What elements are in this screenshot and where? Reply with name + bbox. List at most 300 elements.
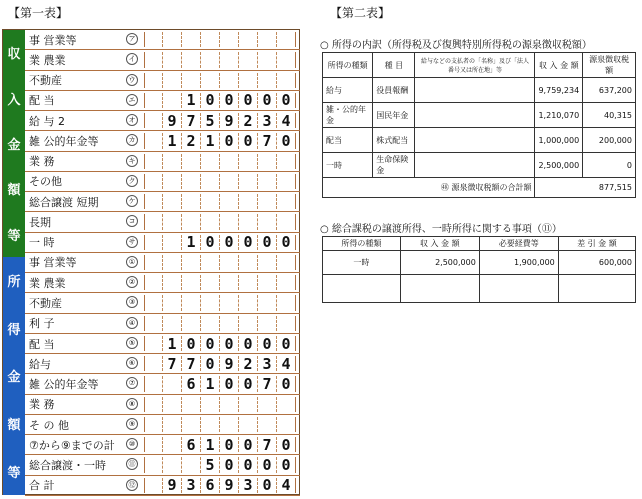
digit-cell: [182, 255, 201, 270]
digit-cell: [277, 275, 296, 290]
digit-cells: [144, 214, 296, 229]
digit-cell: [277, 174, 296, 189]
income-breakdown-table: [322, 52, 636, 198]
cell: 637,200: [583, 78, 636, 103]
digit-cell: [144, 214, 163, 229]
digit-cell: [144, 133, 163, 148]
col2-diff: 差 引 金 額: [558, 237, 635, 251]
digit-cells: [144, 154, 296, 169]
row-label: 総合譲渡・一時: [29, 459, 106, 473]
band-letter: 収: [7, 47, 21, 63]
digit-cell: [144, 235, 163, 250]
digit-cells: [144, 336, 296, 351]
digit-cells: [144, 174, 296, 189]
digit-cell: [258, 417, 277, 432]
row-number: エ: [126, 94, 138, 106]
cell: 9,759,234: [535, 78, 583, 103]
digit-cell: [144, 174, 163, 189]
digit-cell: [239, 255, 258, 270]
digit-cell: [182, 316, 201, 331]
form-row: [25, 111, 300, 131]
digit-cell: [277, 73, 296, 88]
row-label: 業 農業: [29, 276, 66, 290]
row-label: 利 子: [29, 317, 55, 331]
form-row: [25, 435, 300, 455]
digit-cell: [163, 255, 182, 270]
row-number: コ: [126, 215, 138, 227]
row-label: 一 時: [29, 236, 55, 250]
digit-cell: 1: [163, 133, 182, 148]
digit-cell: [258, 194, 277, 209]
cell: 40,315: [583, 103, 636, 128]
row-number: イ: [126, 53, 138, 65]
row-number: ④: [126, 317, 138, 329]
digit-cell: 3: [258, 356, 277, 371]
row-label: 業 農業: [29, 53, 66, 67]
digit-cell: 0: [258, 457, 277, 472]
digit-cell: 0: [277, 235, 296, 250]
digit-cells: [144, 93, 296, 108]
digit-cell: [182, 32, 201, 47]
digit-cell: 0: [220, 336, 239, 351]
digit-cell: [163, 73, 182, 88]
row-number: ②: [126, 276, 138, 288]
section1-title: ○ 所得の内訳（所得税及び復興特別所得税の源泉徴収税額）: [320, 40, 592, 51]
digit-cells: [144, 133, 296, 148]
digit-cell: 7: [182, 356, 201, 371]
digit-cell: [220, 255, 239, 270]
form-row: [25, 192, 300, 212]
cell: 生命保険金: [373, 153, 415, 178]
digit-cell: 0: [201, 93, 220, 108]
digit-cell: 2: [239, 356, 258, 371]
digit-cell: [182, 417, 201, 432]
digit-cell: [182, 52, 201, 67]
cell: 200,000: [583, 128, 636, 153]
cell: 配当: [323, 128, 373, 153]
digit-cell: 0: [239, 133, 258, 148]
row-number: ⑨: [126, 418, 138, 430]
digit-cell: [201, 73, 220, 88]
digit-cells: [144, 456, 296, 475]
col-item: 種 目: [373, 53, 415, 78]
digit-cells: [144, 52, 296, 67]
row-label: 雑 公的年金等: [29, 378, 99, 392]
form-row: [25, 334, 300, 354]
digit-cell: [220, 316, 239, 331]
digit-cell: [220, 154, 239, 169]
income-band: [3, 30, 25, 257]
digit-cell: [144, 255, 163, 270]
digit-cell: [144, 32, 163, 47]
row-number: ③: [126, 296, 138, 308]
row-number: カ: [126, 134, 138, 146]
form-row: [25, 152, 300, 172]
digit-cell: [144, 113, 163, 128]
digit-cell: [220, 73, 239, 88]
form-row: [25, 374, 300, 394]
digit-cell: 5: [201, 113, 220, 128]
col-type: 所得の種類: [323, 53, 373, 78]
digit-cell: [239, 417, 258, 432]
row-label: 事 営業等: [29, 33, 77, 47]
digit-cells: [144, 375, 296, 394]
digit-cell: [144, 154, 163, 169]
digit-cell: [182, 174, 201, 189]
digit-cells: [144, 255, 296, 270]
digit-cell: [163, 214, 182, 229]
digit-cell: [277, 397, 296, 412]
digit-cell: [163, 174, 182, 189]
digit-cell: [220, 397, 239, 412]
digit-cell: [182, 154, 201, 169]
digit-cell: [144, 437, 163, 452]
digit-cell: 7: [258, 376, 277, 391]
digit-cell: [201, 174, 220, 189]
form-row: [25, 50, 300, 70]
form-row: [25, 293, 300, 313]
digit-cells: [144, 397, 296, 412]
row-label: 総合譲渡 短期: [29, 195, 99, 209]
digit-cell: [163, 397, 182, 412]
band-letter: 等: [7, 228, 21, 244]
row-number: ①: [126, 256, 138, 268]
digit-cells: [144, 478, 296, 493]
digit-cell: [239, 174, 258, 189]
cell: 一時: [323, 251, 401, 275]
row-number: ⑤: [126, 337, 138, 349]
digit-cell: 0: [220, 457, 239, 472]
digit-cell: 0: [220, 376, 239, 391]
digit-cell: [163, 295, 182, 310]
digit-cell: 6: [182, 437, 201, 452]
digit-cell: 0: [277, 133, 296, 148]
row-label: その他: [29, 175, 62, 189]
digit-cell: 3: [258, 113, 277, 128]
total-label: ㊽ 源泉徴収税額の合計額: [323, 178, 535, 198]
digit-cell: [144, 356, 163, 371]
row-label: 配 当: [29, 94, 55, 108]
digit-cell: [163, 457, 182, 472]
digit-cell: [201, 255, 220, 270]
digit-cells: [144, 194, 296, 209]
digit-cell: 0: [239, 437, 258, 452]
digit-cell: [144, 478, 163, 493]
digit-cells: [144, 356, 296, 371]
band-letter: 得: [7, 322, 21, 338]
digit-cells: [144, 417, 296, 432]
digit-cell: [163, 52, 182, 67]
digit-cell: [144, 316, 163, 331]
digit-cell: [163, 194, 182, 209]
digit-cells: [144, 295, 296, 310]
digit-cells: [144, 275, 296, 290]
digit-cell: [163, 275, 182, 290]
digit-cell: [201, 214, 220, 229]
form-row: [25, 233, 300, 253]
row-number: ⑩: [126, 438, 138, 450]
col2-type: 所得の種類: [323, 237, 401, 251]
form-row: [25, 212, 300, 232]
digit-cell: 1: [201, 376, 220, 391]
row-label: 給与: [29, 357, 51, 371]
cell: 役員報酬: [373, 78, 415, 103]
row-label: 業 務: [29, 155, 55, 169]
band-letter: 金: [7, 370, 21, 386]
digit-cell: [201, 275, 220, 290]
digit-cells: [144, 437, 296, 452]
band-letter: 額: [7, 183, 21, 199]
digit-cell: [258, 52, 277, 67]
digit-cell: 9: [163, 478, 182, 493]
band-letter: 金: [7, 137, 21, 153]
digit-cell: [144, 457, 163, 472]
digit-cell: [182, 214, 201, 229]
form-row: [25, 30, 300, 50]
digit-cell: [277, 316, 296, 331]
digit-cell: [239, 397, 258, 412]
digit-cell: 0: [277, 457, 296, 472]
digit-cell: 3: [182, 478, 201, 493]
row-label: 合 計: [29, 479, 55, 493]
digit-cell: 0: [277, 93, 296, 108]
form-row: [25, 395, 300, 415]
digit-cell: [239, 52, 258, 67]
digit-cell: [220, 52, 239, 67]
digit-cell: [144, 295, 163, 310]
digit-cell: 0: [258, 478, 277, 493]
row-number: キ: [126, 155, 138, 167]
digit-cell: 6: [182, 376, 201, 391]
digit-cell: 7: [182, 113, 201, 128]
table1-title: 【第一表】: [8, 6, 69, 20]
band-letter: 額: [7, 418, 21, 434]
digit-cell: 0: [239, 93, 258, 108]
band-letter: 所: [7, 275, 21, 291]
row-label: 不動産: [29, 297, 62, 311]
digit-cell: 7: [258, 133, 277, 148]
digit-cell: 7: [163, 356, 182, 371]
cell: 雑・公的年金: [323, 103, 373, 128]
cell: 1,210,070: [535, 103, 583, 128]
row-number: ⑫: [126, 479, 138, 491]
digit-cell: [182, 275, 201, 290]
digit-cell: 0: [182, 336, 201, 351]
form-row: [25, 253, 300, 273]
digit-cell: 1: [163, 336, 182, 351]
row-label: 雑 公的年金等: [29, 134, 99, 148]
cell: 給与: [323, 78, 373, 103]
cell: 600,000: [558, 251, 635, 275]
digit-cell: 0: [220, 93, 239, 108]
row-number: オ: [126, 114, 138, 126]
digit-cell: [144, 52, 163, 67]
digit-cell: [220, 275, 239, 290]
digit-cell: [144, 417, 163, 432]
digit-cell: [144, 194, 163, 209]
digit-cell: 9: [220, 478, 239, 493]
row-label: ⑦から⑨までの計: [29, 438, 115, 452]
digit-cell: [163, 316, 182, 331]
digit-cell: [182, 457, 201, 472]
form-row: [25, 131, 300, 151]
col2-expense: 必要経費等: [479, 237, 558, 251]
cell: 1,000,000: [535, 128, 583, 153]
deduction-band: [3, 257, 25, 495]
digit-cell: [201, 295, 220, 310]
digit-cell: 0: [258, 93, 277, 108]
digit-cell: [201, 32, 220, 47]
cell: 2,500,000: [400, 251, 479, 275]
cell: 2,500,000: [535, 153, 583, 178]
digit-cell: [182, 397, 201, 412]
digit-cell: [239, 154, 258, 169]
form-row: [25, 455, 300, 475]
digit-cell: 0: [239, 235, 258, 250]
digit-cell: [163, 93, 182, 108]
row-number: ⑪: [126, 458, 138, 470]
digit-cell: 1: [201, 133, 220, 148]
band-letter: 等: [7, 465, 21, 481]
row-label: 配 当: [29, 337, 55, 351]
form-row: [25, 354, 300, 374]
cell: 国民年金: [373, 103, 415, 128]
digit-cell: 1: [201, 437, 220, 452]
col-payer: 給与などの支払者の「名称」及び「法人番号又は所在地」等: [415, 53, 535, 78]
digit-cell: 0: [201, 336, 220, 351]
digit-cell: [201, 194, 220, 209]
cell: 1,900,000: [479, 251, 558, 275]
digit-cell: [201, 316, 220, 331]
col-withholding: 源泉徴収税額: [583, 53, 636, 78]
form-row: [25, 273, 300, 293]
digit-cell: [258, 174, 277, 189]
row-number: サ: [126, 236, 138, 248]
digit-cell: [182, 295, 201, 310]
row-number: ⑥: [126, 357, 138, 369]
form-row: [25, 415, 300, 435]
digit-cell: [163, 32, 182, 47]
digit-cell: 1: [182, 93, 201, 108]
digit-cell: [182, 73, 201, 88]
digit-cell: [201, 154, 220, 169]
digit-cell: [239, 214, 258, 229]
digit-cell: [163, 376, 182, 391]
digit-cell: 0: [258, 336, 277, 351]
digit-cell: [201, 52, 220, 67]
digit-cell: [201, 417, 220, 432]
digit-cell: [258, 73, 277, 88]
table1: [2, 29, 300, 495]
digit-cell: [277, 214, 296, 229]
row-label: 給 与 2: [29, 114, 65, 128]
digit-cell: 0: [258, 235, 277, 250]
cell: 一時: [323, 153, 373, 178]
row-label: 長期: [29, 215, 51, 229]
digit-cell: 0: [277, 336, 296, 351]
digit-cell: 0: [239, 457, 258, 472]
digit-cell: [258, 397, 277, 412]
digit-cell: [258, 295, 277, 310]
row-number: ク: [126, 175, 138, 187]
form-row: [25, 314, 300, 334]
digit-cells: [144, 73, 296, 88]
digit-cell: [258, 214, 277, 229]
digit-cell: [277, 417, 296, 432]
total-value: 877,515: [535, 178, 636, 198]
row-label: そ の 他: [29, 418, 69, 432]
row-number: ⑦: [126, 377, 138, 389]
cell: 株式配当: [373, 128, 415, 153]
digit-cell: 3: [239, 478, 258, 493]
digit-cell: [220, 295, 239, 310]
row-label: 不動産: [29, 74, 62, 88]
digit-cell: 4: [277, 478, 296, 493]
form-row: [25, 91, 300, 111]
form-row: [25, 71, 300, 91]
digit-cell: [220, 32, 239, 47]
digit-cell: [144, 93, 163, 108]
digit-cell: 2: [182, 133, 201, 148]
row-label: 事 営業等: [29, 256, 77, 270]
table2-title: 【第二表】: [330, 6, 391, 20]
digit-cell: [258, 154, 277, 169]
digit-cell: [163, 235, 182, 250]
digit-cell: [258, 275, 277, 290]
digit-cell: [258, 316, 277, 331]
digit-cell: [220, 194, 239, 209]
digit-cell: [163, 154, 182, 169]
digit-cell: [239, 32, 258, 47]
digit-cell: [144, 336, 163, 351]
digit-cells: [144, 32, 296, 47]
digit-cell: [144, 376, 163, 391]
digit-cell: 9: [220, 356, 239, 371]
cell: 0: [583, 153, 636, 178]
col2-income: 収 入 金 額: [400, 237, 479, 251]
digit-cell: [258, 32, 277, 47]
digit-cell: 0: [239, 336, 258, 351]
digit-cell: 0: [277, 376, 296, 391]
digit-cell: [277, 194, 296, 209]
digit-cell: 9: [220, 113, 239, 128]
digit-cell: 0: [239, 376, 258, 391]
digit-cell: 5: [201, 457, 220, 472]
digit-cells: [144, 235, 296, 250]
transfer-table: [322, 236, 636, 303]
row-number: ⑧: [126, 398, 138, 410]
digit-cell: [144, 397, 163, 412]
section2-title: ○ 総合課税の譲渡所得、一時所得に関する事項（⑪）: [320, 224, 562, 235]
digit-cell: [258, 255, 277, 270]
digit-cell: 0: [220, 437, 239, 452]
col-income: 収 入 金 額: [535, 53, 583, 78]
row-number: ケ: [126, 195, 138, 207]
digit-cell: [144, 275, 163, 290]
digit-cell: [163, 417, 182, 432]
digit-cell: 7: [258, 437, 277, 452]
digit-cell: [239, 316, 258, 331]
digit-cell: [220, 417, 239, 432]
band-letter: 入: [7, 92, 21, 108]
digit-cell: [182, 194, 201, 209]
digit-cell: 0: [220, 235, 239, 250]
digit-cells: [144, 113, 296, 128]
digit-cell: [277, 295, 296, 310]
row-number: ア: [126, 33, 138, 45]
digit-cell: [239, 194, 258, 209]
digit-cell: 1: [182, 235, 201, 250]
